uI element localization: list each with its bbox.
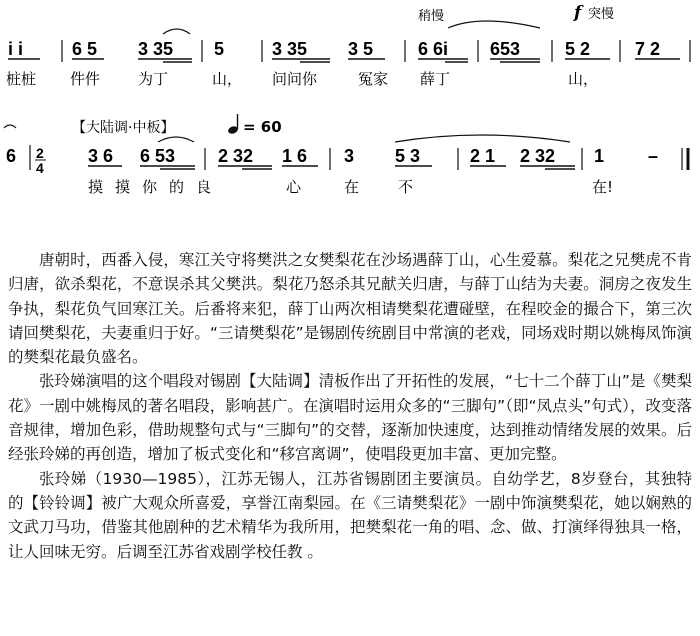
note-group: 3 5: [348, 39, 374, 59]
lyric: 问问你: [272, 70, 318, 88]
note-group: 2 32: [520, 146, 556, 166]
note-group: 5 2: [565, 39, 591, 59]
lyric: 不: [398, 178, 414, 196]
tempo-mark-shaoman: 稍慢: [418, 9, 445, 24]
note-group: 6: [6, 146, 17, 166]
note-group: 2 1: [470, 146, 496, 166]
dynamic-mark: f: [574, 3, 582, 23]
jianpu-score: [0, 0, 700, 225]
note-group: 7 2: [635, 39, 661, 59]
lyric: 在: [344, 178, 360, 196]
note-group: 5 3: [395, 146, 421, 166]
paragraph: 张玲娣演唱的这个唱段对锡剧【大陆调】清板作出了开拓性的发展，“七十二个薛丁山”是《樊梨花》一剧中姚梅凤的著名唱段，影响甚广。在演唱时运用众多的“三脚句”（即“凤点头”句式），改变落音规律，增加色彩，借助规整句式与“三脚句”的交替，逐渐加快速度，达到推动情绪发展的效果。后经张玲娣的再创造，增加了板式变化和“移宫离调”，使唱段更加丰富、更加完整。: [8, 372, 692, 464]
lyric: 山，: [212, 70, 243, 88]
lyric: 件件: [70, 70, 101, 88]
lyric: 冤家: [358, 70, 389, 88]
note-group: –: [648, 146, 659, 166]
time-signature-top: 2: [36, 145, 44, 161]
section-label: 【大陆调·中板】: [72, 120, 175, 136]
tempo-value: = 60: [243, 118, 282, 136]
lyric: 在!: [592, 178, 614, 196]
lyric: 心: [286, 178, 302, 196]
note-group: 3: [344, 146, 355, 166]
note-group: 6 53: [140, 146, 176, 166]
lyric: 为丁: [138, 70, 169, 88]
score-line-1: [6, 3, 690, 88]
tempo-mark-tuman: 突慢: [588, 7, 615, 22]
note-group: 3 6: [88, 146, 114, 166]
note-group: 1 6: [282, 146, 308, 166]
lyric: 薛丁: [420, 70, 451, 88]
note-group: i i: [8, 39, 24, 59]
article-body: [8, 248, 692, 564]
time-signature-bottom: 4: [36, 160, 44, 176]
note-group: 6 5: [72, 39, 98, 59]
paragraph: 张玲娣（1930—1985），江苏无锡人，江苏省锡剧团主要演员。自幼学艺，8岁登台，其独特的【铃铃调】被广大观众所喜爱，享誉江南梨园。在《三请樊梨花》一剧中饰演樊梨花，她以娴熟的文武刀马功，借鉴其他剧种的艺术精华为我所用，把樊梨花一角的唱、念、做、打演绎得独具一格，让人回味无穷。后调至江苏省戏剧学校任教 。: [8, 469, 692, 561]
lyric: 摸摸你的良: [88, 178, 224, 196]
note-group: 5: [214, 39, 225, 59]
note-group: 3 35: [272, 39, 308, 59]
score-line-2: [4, 114, 688, 196]
lyric: 桩桩: [6, 70, 37, 88]
lyric: 山，: [568, 70, 599, 88]
note-group: 1: [594, 146, 605, 166]
paragraph: 唐朝时，西番入侵，寒江关守将樊洪之女樊梨花在沙场遇薛丁山，心生爱慕。梨花之兄樊虎不肯归唐，欲杀梨花，不意误杀其父樊洪。梨花乃怒杀其兄献关归唐，与薛丁山结为夫妻。洞房之夜发生争执，梨花负气回寒江关。后番将来犯，薛丁山两次相请樊梨花遭碰壁，在程咬金的撮合下，第三次请回樊梨花，夫妻重归于好。“三请樊梨花”是锡剧传统剧目中常演的老戏，同场戏时期以姚梅凤饰演的樊梨花最负盛名。: [8, 251, 692, 367]
note-group: 2 32: [218, 146, 254, 166]
note-group: 6 6i: [418, 39, 449, 59]
note-group: 653: [490, 39, 521, 59]
note-group: 3 35: [138, 39, 174, 59]
